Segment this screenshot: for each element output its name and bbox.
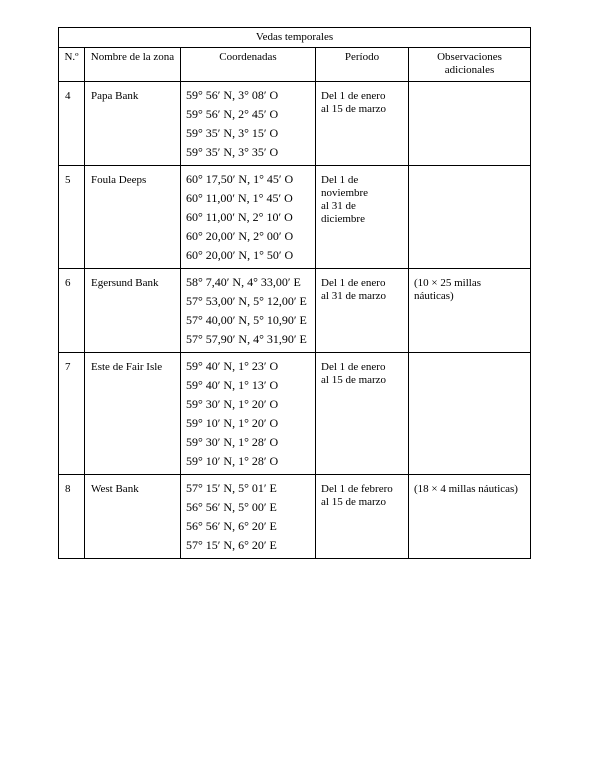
coordinate: 59° 56′ N, 3° 08′ O [186,88,279,102]
header-obs: Observaciones adicionales [409,48,531,82]
header-num: N.º [59,48,85,82]
coordinate: 59° 10′ N, 1° 20′ O [186,416,279,430]
coordinate: 58° 7,40′ N, 4° 33,00′ E [186,275,301,289]
coordinate: 59° 35′ N, 3° 15′ O [186,126,279,140]
table-row [59,475,531,559]
coordinate: 57° 57,90′ N, 4° 31,90′ E [186,332,307,346]
zone-name: Foula Deeps [85,166,181,269]
zone-number: 7 [59,353,85,475]
period-cell: Del 1 de enero al 15 de marzo [316,82,409,166]
zone-name: Este de Fair Isle [85,353,181,475]
header-zone: Nombre de la zona [85,48,181,82]
zone-name: Papa Bank [85,82,181,166]
observations-cell [409,82,531,166]
zone-number: 6 [59,269,85,353]
vedas-table [58,27,531,559]
coordinate: 60° 11,00′ N, 2° 10′ O [186,210,293,224]
coordinate: 56° 56′ N, 6° 20′ E [186,519,277,533]
coordinate: 60° 20,00′ N, 1° 50′ O [186,248,294,262]
coordinate: 57° 15′ N, 6° 20′ E [186,538,277,552]
observations-cell [409,353,531,475]
zone-name: West Bank [85,475,181,559]
period-cell: Del 1 de enero al 15 de marzo [316,353,409,475]
zone-number: 5 [59,166,85,269]
observations-cell: (10 × 25 millas náuticas) [409,269,531,353]
period-cell: Del 1 de noviembre al 31 de diciembre [316,166,409,269]
zone-number: 8 [59,475,85,559]
coordinate: 60° 20,00′ N, 2° 00′ O [186,229,294,243]
table-row [59,269,531,353]
coordinates-cell [181,166,316,269]
coordinate: 59° 35′ N, 3° 35′ O [186,145,279,159]
coordinate: 56° 56′ N, 5° 00′ E [186,500,277,514]
zone-name: Egersund Bank [85,269,181,353]
coordinate: 57° 15′ N, 5° 01′ E [186,481,277,495]
coordinate: 60° 17,50′ N, 1° 45′ O [186,172,294,186]
coordinate: 59° 30′ N, 1° 28′ O [186,435,279,449]
coordinates-cell [181,353,316,475]
period-cell: Del 1 de febrero al 15 de marzo [316,475,409,559]
coordinate: 57° 40,00′ N, 5° 10,90′ E [186,313,307,327]
period-cell: Del 1 de enero al 31 de marzo [316,269,409,353]
coordinates-cell [181,475,316,559]
coordinate: 59° 40′ N, 1° 23′ O [186,359,279,373]
coordinate: 59° 56′ N, 2° 45′ O [186,107,279,121]
header-period: Período [316,48,409,82]
coordinate: 60° 11,00′ N, 1° 45′ O [186,191,293,205]
table-row [59,82,531,166]
table-title: Vedas temporales [59,28,531,48]
coordinate: 59° 10′ N, 1° 28′ O [186,454,279,468]
zone-number: 4 [59,82,85,166]
coordinates-cell [181,82,316,166]
table-row [59,353,531,475]
table-body [59,82,531,559]
observations-cell [409,166,531,269]
table-row [59,166,531,269]
coordinate: 59° 30′ N, 1° 20′ O [186,397,279,411]
coordinate: 57° 53,00′ N, 5° 12,00′ E [186,294,307,308]
coordinates-cell [181,269,316,353]
header-coords: Coordenadas [181,48,316,82]
coordinate: 59° 40′ N, 1° 13′ O [186,378,279,392]
observations-cell: (18 × 4 millas náuticas) [409,475,531,559]
